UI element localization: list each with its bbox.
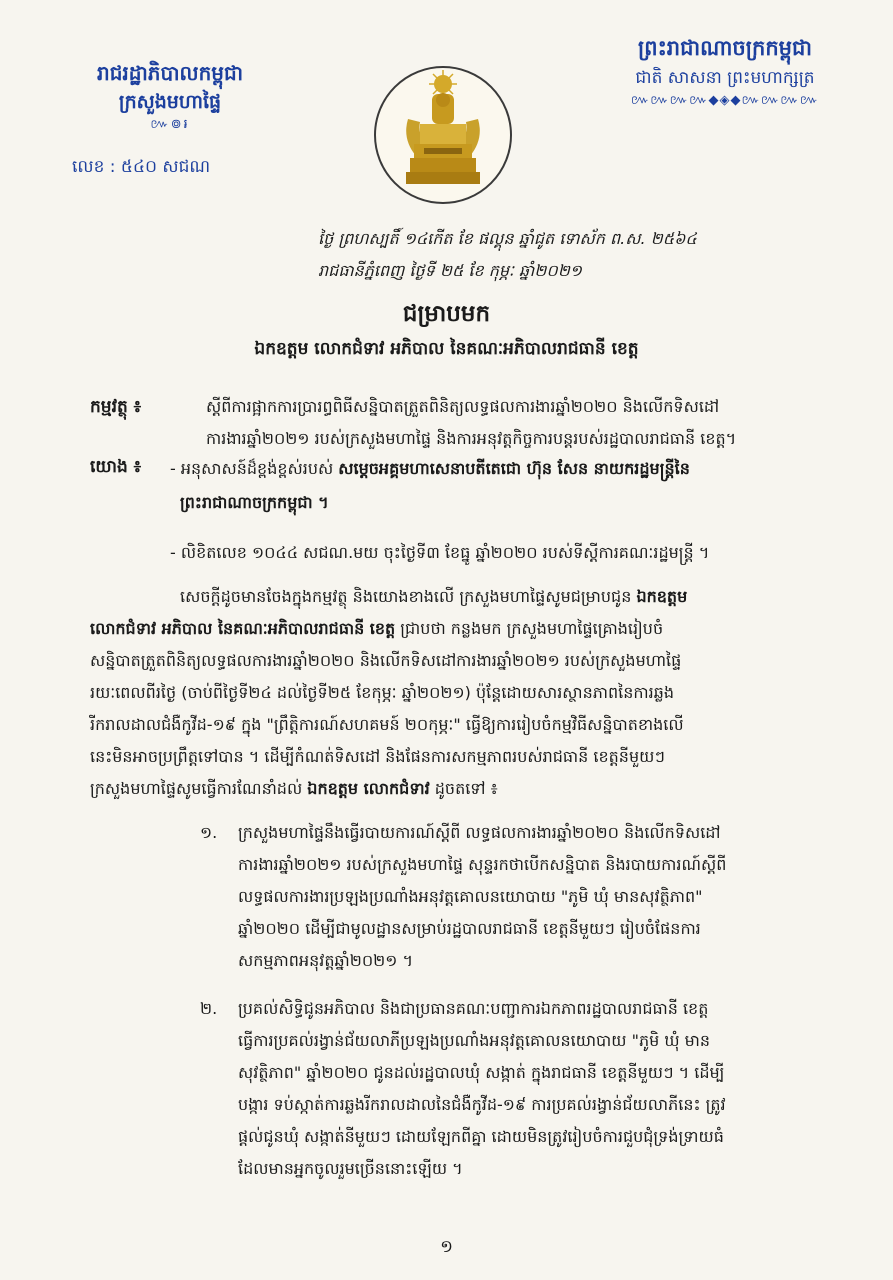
item-number: ២. [200, 999, 218, 1018]
item-line: សកម្មភាពអនុវត្តឆ្នាំ២០២១ ។ [238, 951, 414, 970]
ornament-divider: ៚៚៚៚◆◈◆៚៚៚៚ [630, 93, 820, 108]
body-text: ក្រសួងមហាផ្ទៃសូមធ្វើការណែនាំដល់ [90, 779, 303, 798]
subject-label: កម្មវត្ថុ ៖ [90, 397, 142, 417]
reference-item-1-cont: ព្រះរាជាណាចក្រកម្ពុជា ។ [180, 493, 329, 512]
item-line: សុវត្ថិភាព" ឆ្នាំ២០២០ ជូនដល់រដ្ឋបាលឃុំ សង្កាត់ ក្នុងរាជធានី ខេត្តនីមួយៗ ។ ដើម្បី [238, 1063, 725, 1082]
solar-date: រាជធានីភ្នំពេញ ថ្ងៃទី ២៥ ខែ កុម្ភៈ ឆ្នាំ២០២១ [318, 261, 582, 280]
body-text: ដូចតទៅ ៖ [434, 779, 498, 798]
body-line: រីករាលដាលជំងឺកូវីដ-១៩ ក្នុង "ព្រឹត្តិការណ៍សហគមន៍ ២០កុម្ភៈ" ធ្វើឱ្យការរៀបចំកម្មវិធីសន្និបាតខាងលើ [90, 715, 684, 734]
ministry-name: ក្រសួងមហាផ្ទៃ [118, 91, 222, 113]
lunar-date: ថ្ងៃ ព្រហស្បតិ៍ ១៤កើត ខែ ផល្គុន ឆ្នាំជូត ទោស័ក ព.ស. ២៥៦៤ [318, 229, 697, 248]
letter-recipient: ឯកឧត្តម លោកជំទាវ អភិបាល នៃគណៈអភិបាលរាជធានី ខេត្ត [254, 339, 639, 359]
kingdom-name: ព្រះរាជាណាចក្រកម្ពុជា [637, 36, 812, 60]
government-name: រាជរដ្ឋាភិបាលកម្ពុជា [97, 61, 243, 85]
item-line: ក្រសួងមហាផ្ទៃនឹងធ្វើរបាយការណ៍ស្តីពី លទ្ធផលការងារឆ្នាំ២០២០ និងលើកទិសដៅ [238, 823, 721, 842]
subject-line: ស្តីពីការផ្អាកការប្រារព្ធពិធីសន្និបាតត្រួតពិនិត្យលទ្ធផលការងារឆ្នាំ២០២០ និងលើកទិសដៅ [206, 397, 720, 416]
kingdom-header [600, 32, 850, 110]
reference-item-2: - លិខិតលេខ ១០៤៤ សជណ.មយ ចុះថ្ងៃទី៣ ខែធ្នូ ឆ្នាំ២០២០ របស់ទីស្តីការគណៈរដ្ឋមន្ត្រី ។ [170, 543, 710, 562]
body-text: ជ្រាបថា កន្លងមក ក្រសួងមហាផ្ទៃគ្រោងរៀបចំ [400, 619, 664, 638]
royal-seal-icon [372, 64, 514, 206]
body-line: សន្និបាតត្រួតពិនិត្យលទ្ធផលការងារឆ្នាំ២០២០ និងលើកទិសដៅការងារឆ្នាំ២០២១ របស់ក្រសួងមហាផ្ទៃ [90, 651, 682, 670]
item-line: ដែលមានអ្នកចូលរួមច្រើននោះឡើយ ។ [238, 1159, 463, 1178]
item-line: ការងារឆ្នាំ២០២១ របស់ក្រសួងមហាផ្ទៃ សុន្ទរកថាបើកសន្និបាត និងរបាយការណ៍ស្តីពី [238, 855, 727, 874]
reference-bold-text: សម្តេចអគ្គមហាសេនាបតីតេជោ ហ៊ុន សែន នាយករដ្ឋមន្ត្រីនៃ [338, 459, 690, 478]
body-line: នេះមិនអាចប្រព្រឹត្តទៅបាន ។ ដើម្បីកំណត់ទិសដៅ និងផែនការសកម្មភាពរបស់រាជធានី ខេត្តនីមួយៗ [90, 747, 665, 766]
body-line [90, 614, 663, 644]
item-line: បង្ការ ទប់ស្កាត់ការឆ្លងរីករាលដាលនៃជំងឺកូវីដ-១៩ ការប្រគល់រង្វាន់ជ័យលាភីនេះ ត្រូវ [238, 1095, 726, 1114]
body-line: រយៈពេលពីរថ្ងៃ (ចាប់ពីថ្ងៃទី២៤ ដល់ថ្ងៃទី២៥ ខែកុម្ភៈ ឆ្នាំ២០២១) ប៉ុន្តែដោយសារស្ថានភាពនៃការឆ្លង [90, 683, 675, 702]
reference-number: លេខ : ៥៤០ សជណ [72, 157, 211, 177]
item-line: ឆ្នាំ២០២០ ដើម្បីជាមូលដ្ឋានសម្រាប់រដ្ឋបាលរាជធានី ខេត្តនីមួយៗ រៀបចំផែនការ [238, 919, 701, 938]
item-line: លទ្ធផលការងារប្រឡងប្រណាំងអនុវត្តគោលនយោបាយ "ភូមិ ឃុំ មានសុវត្ថិភាព" [238, 887, 703, 906]
page-number: ១ [440, 1237, 453, 1257]
reference-item-1 [170, 454, 690, 484]
body-bold-text: ឯកឧត្តម [636, 587, 688, 606]
item-line: ធ្វើការប្រគល់រង្វាន់ជ័យលាភីប្រឡងប្រណាំងអនុវត្តគោលនយោបាយ "ភូមិ ឃុំ មាន [238, 1031, 711, 1050]
body-text: សេចក្តីដូចមានចែងក្នុងកម្មវត្ថុ និងយោងខាងលើ ក្រសួងមហាផ្ទៃសូមជម្រាបជូន [180, 587, 632, 606]
subject-line: ការងារឆ្នាំ២០២១ របស់ក្រសួងមហាផ្ទៃ និងការអនុវត្តកិច្ចការបន្តរបស់រដ្ឋបាលរាជធានី ខេត្ត។ [206, 429, 737, 448]
item-line: ផ្តល់ជូនឃុំ សង្កាត់នីមួយៗ ដោយឡែកពីគ្នា ដោយមិនត្រូវរៀបចំការជួបជុំទ្រង់ទ្រាយធំ [238, 1127, 724, 1146]
body-bold-text: ឯកឧត្តម លោកជំទាវ [307, 779, 430, 798]
national-motto: ជាតិ សាសនា ព្រះមហាក្សត្រ [635, 68, 815, 88]
ministry-header [70, 58, 270, 177]
reference-label: យោង ៖ [90, 457, 142, 477]
body-bold-text: លោកជំទាវ អភិបាល នៃគណៈអភិបាលរាជធានី ខេត្ត [90, 619, 396, 638]
item-number: ១. [200, 823, 218, 842]
body-line [180, 582, 687, 612]
reference-text: - អនុសាសន៍ដ៏ខ្ពង់ខ្ពស់របស់ [170, 459, 334, 478]
letter-title: ជម្រាបមក [402, 301, 491, 327]
item-line: ប្រគល់សិទ្ធិជូនអភិបាល និងជាប្រធានគណៈបញ្ជាការឯកភាពរដ្ឋបាលរាជធានី ខេត្ត [238, 999, 709, 1018]
body-line [90, 774, 498, 804]
ornament-divider: ៚៙៛ [150, 117, 190, 132]
